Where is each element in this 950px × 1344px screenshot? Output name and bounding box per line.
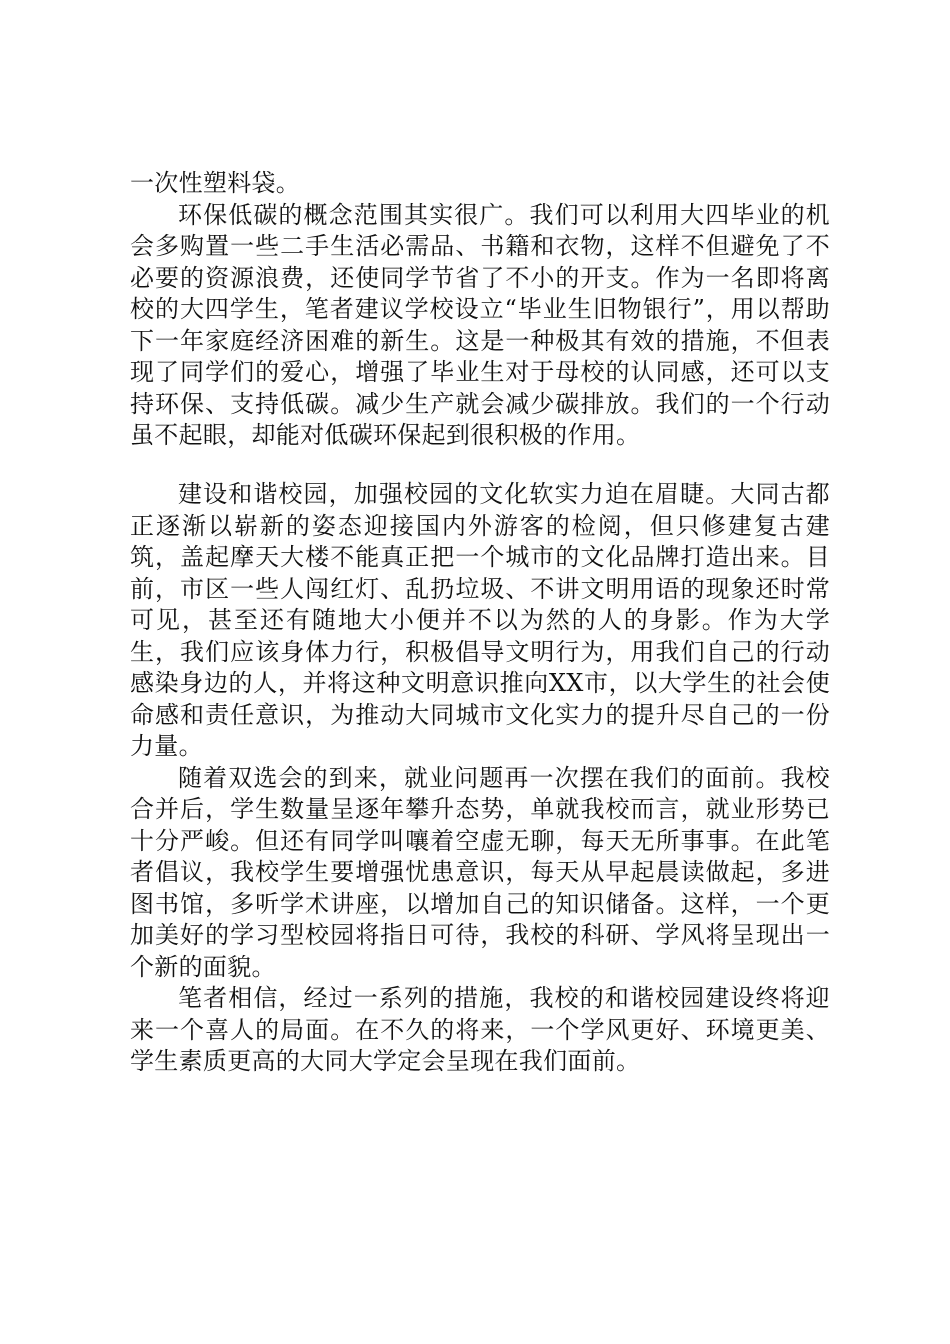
paragraph-continuation: 一次性塑料袋。: [130, 169, 301, 197]
paragraph-conclusion: 笔者相信，经过一系列的措施，我校的和谐校园建设终将迎来一个喜人的局面。在不久的将来，一个学风更好、环境更美、学生素质更高的大同大学定会呈现在我们面前。: [130, 984, 830, 1075]
paragraph-employment: 随着双选会的到来，就业问题再一次摆在我们的面前。我校合并后，学生数量呈逐年攀升态势，单就我校而言，就业形势已十分严峻。但还有同学叫嚷着空虚无聊，每天无所事事。在此笔者倡议，我校学生要增强忧患意识，每天从早起晨读做起，多进图书馆，多听学术讲座，以增加自己的知识储备。这样，一个更加美好的学习型校园将指日可待，我校的科研、学风将呈现出一个新的面貌。: [130, 763, 830, 981]
text-block-top: [130, 168, 830, 452]
paragraph-low-carbon: 环保低碳的概念范围其实很广。我们可以利用大四毕业的机会多购置一些二手生活必需品、书籍和衣物，这样不但避免了不必要的资源浪费，还使同学节省了不小的开支。作为一名即将离校的大四学生，笔者建议学校设立“毕业生旧物银行”，用以帮助下一年家庭经济困难的新生。这是一种极其有效的措施，不但表现了同学们的爱心，增强了毕业生对于母校的认同感，还可以支持环保、支持低碳。减少生产就会减少碳排放。我们的一个行动虽不起眼，却能对低碳环保起到很积极的作用。: [130, 200, 830, 449]
text-block-bottom: [130, 479, 830, 1078]
paragraph-harmonious-campus: 建设和谐校园，加强校园的文化软实力迫在眉睫。大同古都正逐渐以崭新的姿态迎接国内外游客的检阅，但只修建复古建筑，盖起摩天大楼不能真正把一个城市的文化品牌打造出来。目前，市区一些人闯红灯、乱扔垃圾、不讲文明用语的现象还时常可见，甚至还有随地大小便并不以为然的人的身影。作为大学生，我们应该身体力行，积极倡导文明行为，用我们自己的行动感染身边的人，并将这种文明意识推向XX市，以大学生的社会使命感和责任意识，为推动大同城市文化实力的提升尽自己的一份力量。: [130, 480, 830, 760]
